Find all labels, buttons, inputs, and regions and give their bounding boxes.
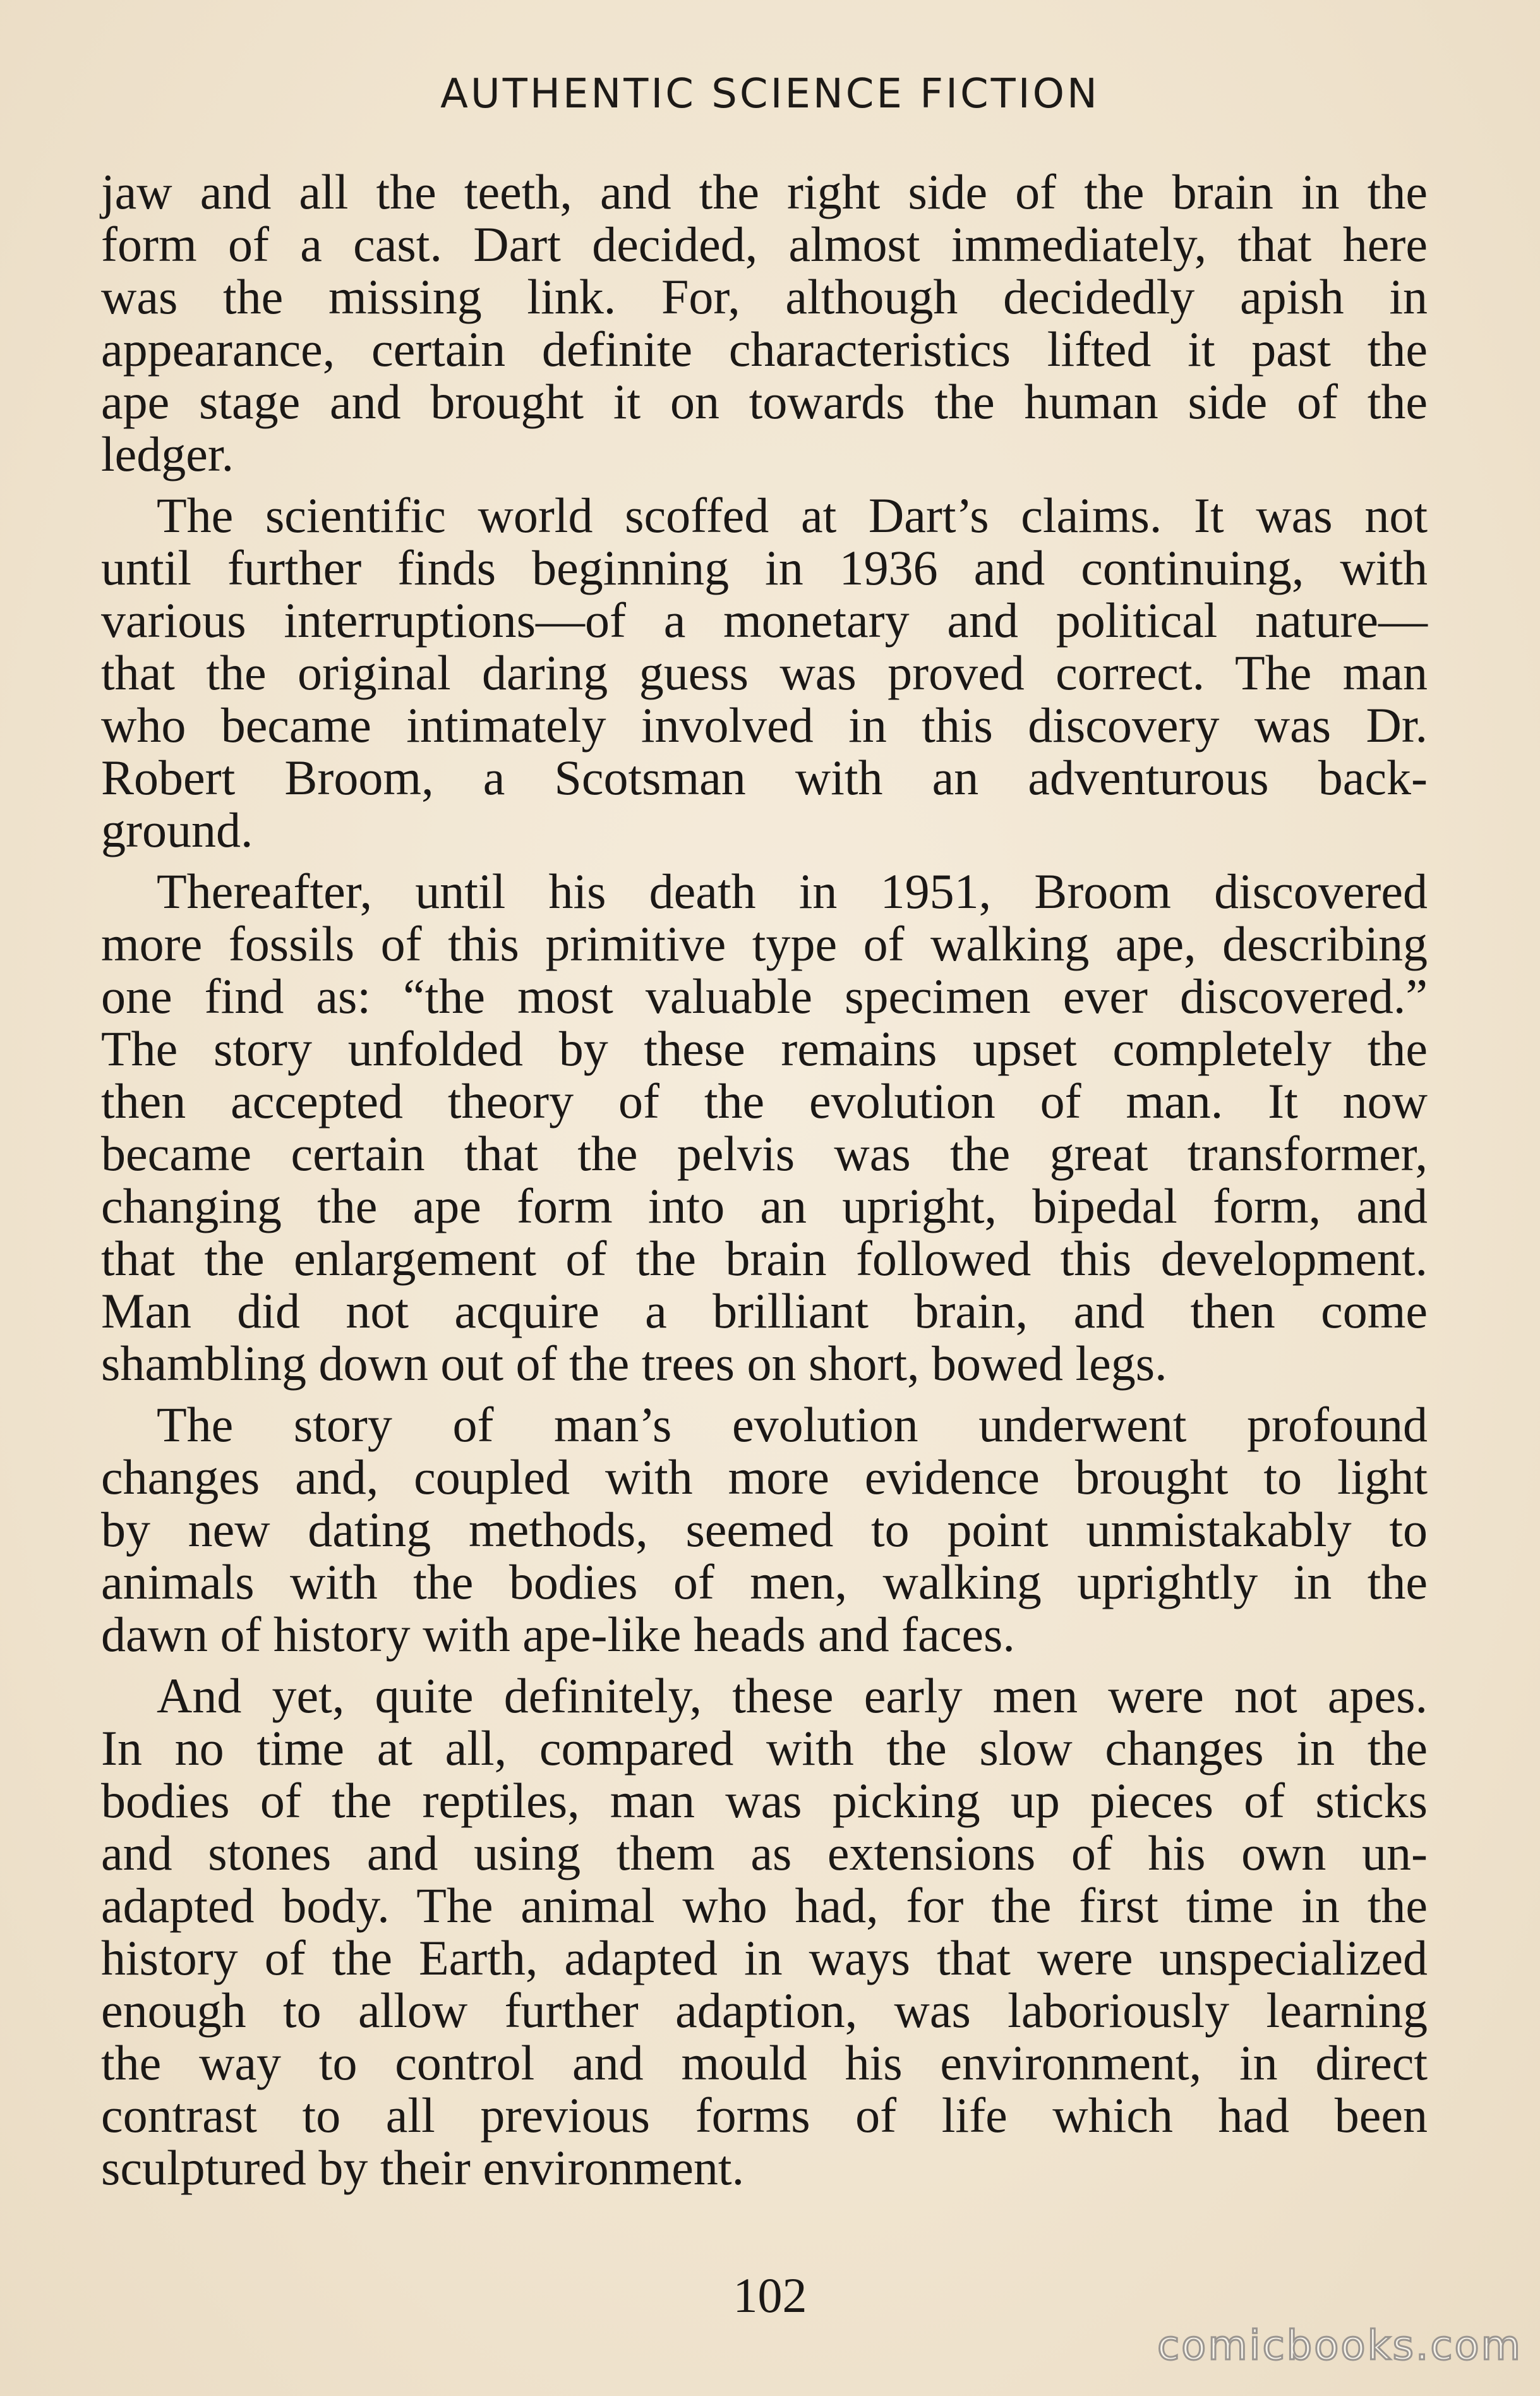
paragraph-1 — [101, 166, 1428, 480]
paragraph-2 — [101, 489, 1428, 856]
text-line: by new dating methods, seemed to point unmistakably to — [101, 1502, 1428, 1557]
text-line: shambling down out of the trees on short, bowed legs. — [101, 1336, 1167, 1391]
text-line: form of a cast. Dart decided, almost immediately, that here — [101, 217, 1428, 272]
text-line: the way to control and mould his environment, in direct — [101, 2035, 1428, 2090]
text-line: In no time at all, compared with the slow changes in the — [101, 1721, 1428, 1776]
paragraph-5 — [101, 1669, 1428, 2194]
text-line: Man did not acquire a brilliant brain, and then come — [101, 1283, 1428, 1338]
text-line: dawn of history with ape-like heads and faces. — [101, 1607, 1015, 1662]
text-line: sculptured by their environment. — [101, 2140, 745, 2195]
text-line: became certain that the pelvis was the great transformer, — [101, 1126, 1428, 1181]
paragraph-4 — [101, 1398, 1428, 1661]
text-line: The scientific world scoffed at Dart’s claims. It was not — [157, 488, 1428, 543]
text-line: was the missing link. For, although decidedly apish in — [101, 269, 1428, 324]
text-line: ape stage and brought it on towards the human side of the — [101, 374, 1428, 429]
text-line: changes and, coupled with more evidence brought to light — [101, 1449, 1428, 1504]
text-line: until further finds beginning in 1936 and continuing, with — [101, 540, 1428, 595]
text-line: The story of man’s evolution underwent profound — [157, 1397, 1428, 1452]
text-line: who became intimately involved in this discovery was Dr. — [101, 698, 1428, 753]
text-line: that the original daring guess was proved correct. The man — [101, 645, 1428, 700]
text-line: history of the Earth, adapted in ways that were unspecialized — [101, 1930, 1428, 1985]
watermark: comicbooks.com — [1157, 2323, 1522, 2369]
text-line: ledger. — [101, 427, 234, 481]
text-line: animals with the bodies of men, walking uprightly in the — [101, 1554, 1428, 1609]
text-line: then accepted theory of the evolution of man. It now — [101, 1074, 1428, 1128]
text-line: adapted body. The animal who had, for the first time in the — [101, 1878, 1428, 1933]
paragraph-3 — [101, 865, 1428, 1389]
text-line: ground. — [101, 802, 253, 857]
text-line: The story unfolded by these remains upset completely the — [101, 1021, 1428, 1076]
text-line: jaw and all the teeth, and the right side of the brain in the — [101, 164, 1428, 219]
text-line: appearance, certain definite characteristics lifted it past the — [101, 322, 1428, 377]
page-number: 102 — [733, 2268, 807, 2323]
body-text — [101, 166, 1428, 2203]
text-line: one find as: “the most valuable specimen ever discovered.” — [101, 969, 1428, 1024]
text-line: changing the ape form into an upright, bipedal form, and — [101, 1178, 1428, 1233]
text-line: more fossils of this primitive type of walking ape, describing — [101, 916, 1428, 971]
text-line: and stones and using them as extensions of his own un- — [101, 1825, 1428, 1880]
text-line: Thereafter, until his death in 1951, Broom discovered — [157, 864, 1428, 919]
text-line: enough to allow further adaption, was laboriously learning — [101, 1983, 1428, 2038]
text-line: bodies of the reptiles, man was picking up pieces of sticks — [101, 1773, 1428, 1828]
text-line: that the enlargement of the brain followed this development. — [101, 1231, 1428, 1286]
running-head: AUTHENTIC SCIENCE FICTION — [440, 71, 1100, 118]
text-line: And yet, quite definitely, these early men were not apes. — [157, 1668, 1428, 1723]
text-line: Robert Broom, a Scotsman with an adventurous back- — [101, 750, 1428, 805]
text-line: contrast to all previous forms of life which had been — [101, 2088, 1428, 2143]
text-line: various interruptions—of a monetary and political nature— — [101, 593, 1428, 648]
